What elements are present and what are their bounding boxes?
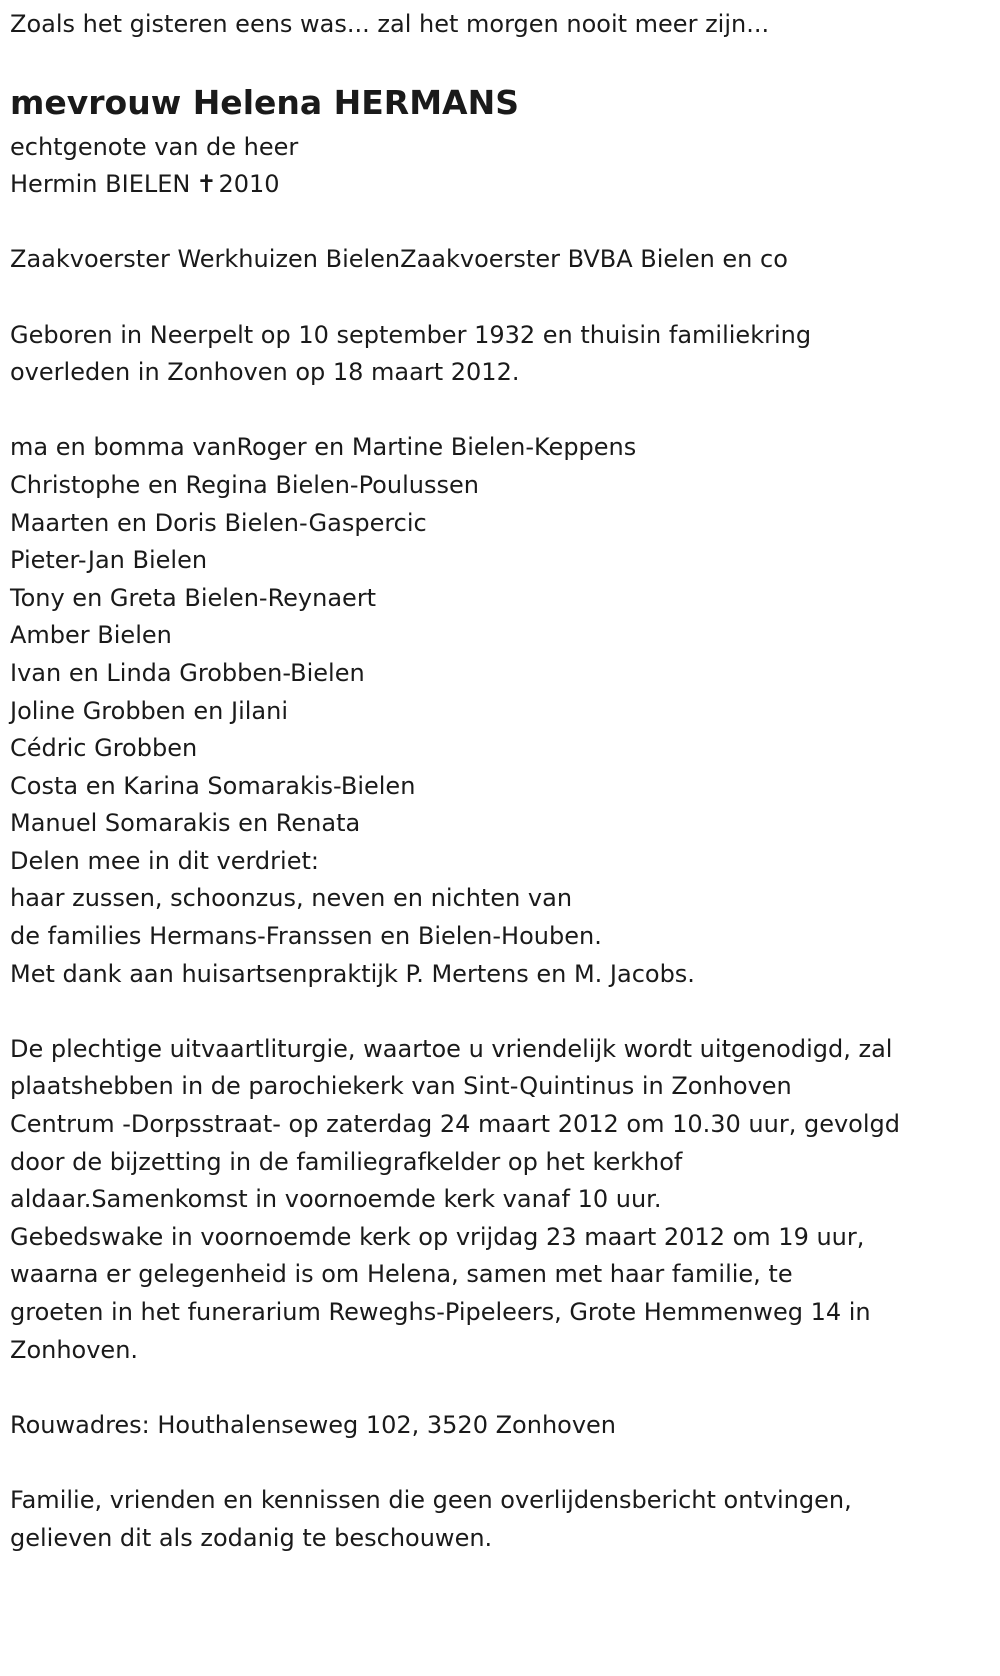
family-line: Christophe en Regina Bielen-Poulussen — [10, 470, 479, 499]
birth-death-section — [10, 317, 1000, 392]
spacer — [10, 993, 1000, 1031]
ceremony-line: groeten in het funerarium Reweghs-Pipeleers, Grote Hemmenweg 14 in — [10, 1298, 871, 1326]
closing-section — [10, 1482, 1000, 1557]
family-line: Delen mee in dit verdriet: — [10, 846, 319, 875]
obituary-document — [0, 6, 1000, 1676]
spouse-death-year: 2010 — [218, 170, 280, 199]
family-line: Met dank aan huisartsenpraktijk P. Mertens en M. Jacobs. — [10, 959, 695, 988]
ceremony-line: Centrum -Dorpsstraat- op zaterdag 24 maart 2012 om 10.30 uur, gevolgd — [10, 1110, 901, 1139]
ceremony-line: De plechtige uitvaartliturgie, waartoe u vriendelijk wordt uitgenodigd, zal — [10, 1034, 893, 1063]
ceremony-line: Zonhoven. — [10, 1335, 139, 1364]
ceremony-line: plaatshebben in de parochiekerk van Sint-Quintinus in Zonhoven — [10, 1072, 792, 1101]
ceremony-line: waarna er gelegenheid is om Helena, samen met haar familie, te — [10, 1260, 793, 1289]
family-line: ma en bomma vanRoger en Martine Bielen-Keppens — [10, 433, 637, 462]
mourning-address: Rouwadres: Houthalenseweg 102, 3520 Zonhoven — [10, 1410, 617, 1439]
family-line: Joline Grobben en Jilani — [10, 696, 289, 725]
birth-death-line: overleden in Zonhoven op 18 maart 2012. — [10, 358, 520, 387]
deceased-name: mevrouw Helena HERMANS — [10, 82, 519, 122]
birth-death-line: Geboren in Neerpelt op 10 september 1932 en thuisin familiekring — [10, 320, 812, 349]
spacer — [10, 1369, 1000, 1407]
family-line: haar zussen, schoonzus, neven en nichten van — [10, 884, 573, 913]
family-line: Costa en Karina Somarakis-Bielen — [10, 771, 416, 800]
ceremony-line: Gebedswake in voornoemde kerk op vrijdag 23 maart 2012 om 19 uur, — [10, 1222, 865, 1251]
family-line: Maarten en Doris Bielen-Gaspercic — [10, 508, 427, 537]
family-line: Ivan en Linda Grobben-Bielen — [10, 658, 365, 687]
spouse-name: Hermin BIELEN — [10, 170, 191, 199]
family-line: Manuel Somarakis en Renata — [10, 809, 361, 838]
family-line: Pieter-Jan Bielen — [10, 546, 208, 575]
closing-line: Familie, vrienden en kennissen die geen overlijdensbericht ontvingen, — [10, 1485, 852, 1514]
ceremony-line: aldaar.Samenkomst in voornoemde kerk vanaf 10 uur. — [10, 1185, 662, 1214]
spacer — [10, 392, 1000, 430]
ceremony-section — [10, 1031, 1000, 1369]
family-line: Tony en Greta Bielen-Reynaert — [10, 583, 377, 612]
spouse-relation: echtgenote van de heer — [10, 132, 299, 161]
occupation: Zaakvoerster Werkhuizen BielenZaakvoerster BVBA Bielen en co — [10, 245, 788, 274]
family-line: Amber Bielen — [10, 621, 172, 650]
spacer — [10, 204, 1000, 242]
ceremony-line: door de bijzetting in de familiegrafkelder op het kerkhof — [10, 1147, 683, 1176]
family-line: de families Hermans-Franssen en Bielen-Houben. — [10, 922, 602, 951]
motto: Zoals het gisteren eens was... zal het morgen nooit meer zijn... — [10, 10, 770, 38]
family-section — [10, 429, 1000, 993]
spacer — [10, 1444, 1000, 1482]
family-line: Cédric Grobben — [10, 734, 198, 763]
cross-icon: ✝ — [196, 170, 217, 199]
spacer — [10, 279, 1000, 317]
closing-line: gelieven dit als zodanig te beschouwen. — [10, 1523, 493, 1552]
spouse-line — [10, 166, 1000, 204]
